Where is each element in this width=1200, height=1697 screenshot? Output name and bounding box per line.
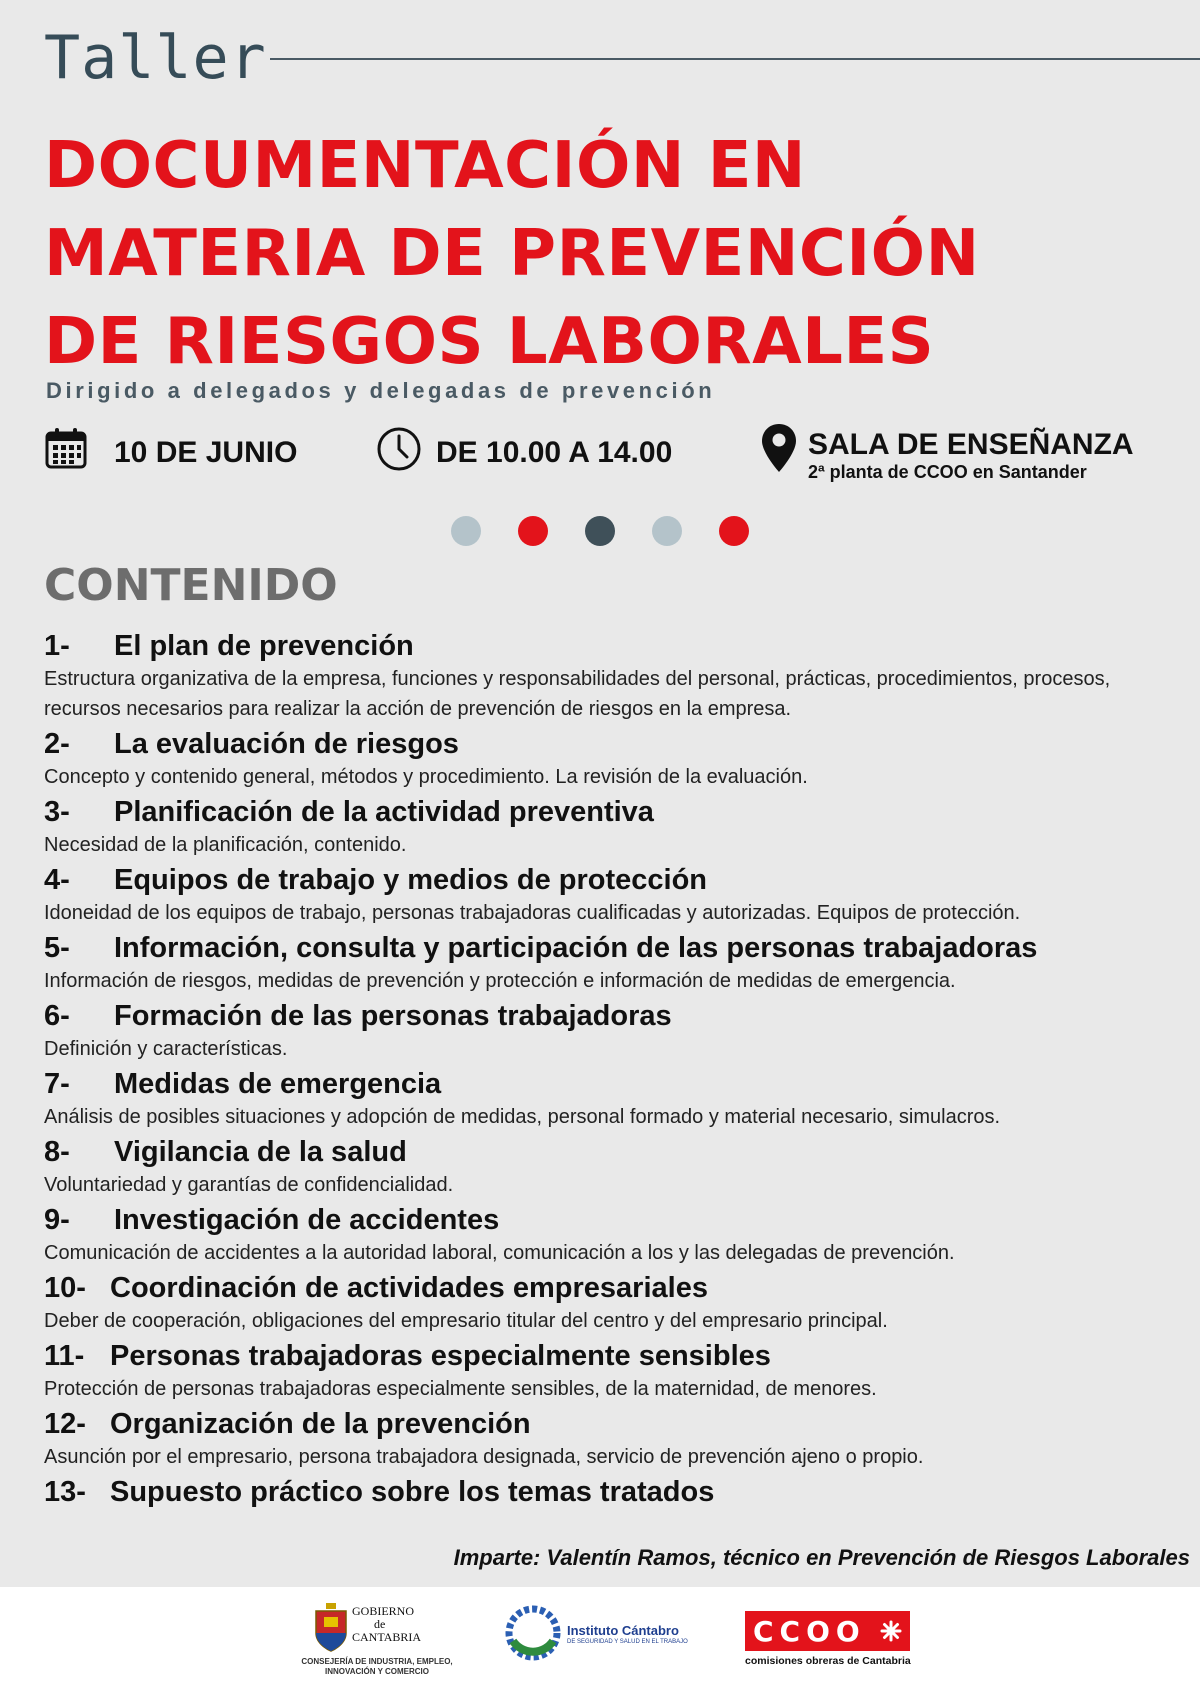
- item-title: Personas trabajadoras especialmente sensibles: [110, 1340, 771, 1372]
- place-text: SALA DE ENSEÑANZA: [808, 428, 1134, 461]
- kicker-label: Taller: [44, 23, 267, 93]
- item-title: Organización de la prevención: [110, 1408, 531, 1440]
- instituto-cantabro-logo: [505, 1605, 688, 1665]
- item-title: Investigación de accidentes: [114, 1204, 500, 1236]
- item-number: 2-: [44, 728, 70, 760]
- contents-heading: CONTENIDO: [44, 560, 338, 611]
- dot: [719, 516, 749, 546]
- item-number: 10-: [44, 1272, 86, 1304]
- list-item: [44, 998, 1184, 1064]
- item-heading: [44, 930, 1184, 966]
- item-heading: [44, 998, 1184, 1034]
- gobierno-cantabria-logo: [292, 1601, 452, 1691]
- dot: [652, 516, 682, 546]
- item-number: 4-: [44, 864, 70, 896]
- item-heading: [44, 1270, 1184, 1306]
- dot: [451, 516, 481, 546]
- item-number: 12-: [44, 1408, 86, 1440]
- calendar-icon: [44, 426, 88, 470]
- clock-icon: [376, 426, 422, 472]
- title-line: DOCUMENTACIÓN EN: [44, 129, 806, 203]
- item-description: Necesidad de la planificación, contenido.: [44, 834, 407, 856]
- list-item: [44, 930, 1184, 996]
- item-title: Medidas de emergencia: [114, 1068, 442, 1100]
- gobierno-subtext: CONSEJERÍA DE INDUSTRIA, EMPLEO, INNOVACIÓN Y COMERCIO: [301, 1657, 453, 1676]
- item-description: Estructura organizativa de la empresa, funciones y responsabilidades del personal, prácticas, procedimientos, procesos, recursos necesarios para realizar la acción de prevención de riesgos en la empresa.: [44, 668, 1111, 720]
- ccoo-subtext: comisiones obreras de Cantabria: [745, 1655, 911, 1667]
- item-description: Concepto y contenido general, métodos y procedimiento. La revisión de la evaluación.: [44, 766, 808, 788]
- ccoo-logo: [745, 1611, 910, 1673]
- place-detail: 2ª planta de CCOO en Santander: [808, 462, 1087, 482]
- item-heading: [44, 726, 1184, 762]
- item-title: Equipos de trabajo y medios de protección: [114, 864, 707, 896]
- gobierno-text: GOBIERNO de CANTABRIA: [352, 1604, 422, 1644]
- item-heading: [44, 1474, 1184, 1510]
- item-number: 13-: [44, 1476, 86, 1508]
- contents-list: [44, 628, 1184, 1512]
- item-number: 3-: [44, 796, 70, 828]
- list-item: [44, 1066, 1184, 1132]
- ccoo-star-icon: [880, 1620, 902, 1642]
- item-heading: [44, 628, 1184, 664]
- item-heading: [44, 862, 1184, 898]
- item-number: 8-: [44, 1136, 70, 1168]
- dot: [518, 516, 548, 546]
- coat-of-arms-icon: [314, 1603, 348, 1653]
- item-title: La evaluación de riesgos: [114, 728, 459, 760]
- item-number: 7-: [44, 1068, 70, 1100]
- item-description: Protección de personas trabajadoras especialmente sensibles, de la maternidad, de menores.: [44, 1378, 877, 1400]
- item-description: Asunción por el empresario, persona trabajadora designada, servicio de prevención ajeno o propio.: [44, 1446, 924, 1468]
- item-description: Definición y características.: [44, 1038, 288, 1060]
- instituto-subtext: DE SEGURIDAD Y SALUD EN EL TRABAJO: [567, 1639, 688, 1645]
- sponsor-logos: [0, 1587, 1200, 1697]
- item-description: Comunicación de accidentes a la autoridad laboral, comunicación a los y las delegadas de prevención.: [44, 1242, 955, 1264]
- list-item: [44, 1202, 1184, 1268]
- title-line: DE RIESGOS LABORALES: [44, 305, 935, 379]
- subtitle: Dirigido a delegados y delegadas de prevención: [46, 378, 716, 403]
- item-title: Formación de las personas trabajadoras: [114, 1000, 672, 1032]
- item-heading: [44, 1066, 1184, 1102]
- date-text: 10 DE JUNIO: [114, 436, 298, 469]
- item-heading: [44, 1338, 1184, 1374]
- list-item: [44, 1270, 1184, 1336]
- list-item: [44, 726, 1184, 792]
- ccoo-word: CCOO: [753, 1615, 866, 1648]
- item-heading: [44, 1406, 1184, 1442]
- instituto-name: Instituto Cántabro: [567, 1623, 679, 1638]
- list-item: [44, 794, 1184, 860]
- list-item: [44, 1338, 1184, 1404]
- title-line: MATERIA DE PREVENCIÓN: [44, 217, 980, 291]
- item-number: 5-: [44, 932, 70, 964]
- list-item: [44, 1406, 1184, 1472]
- ccoo-bar: [745, 1611, 910, 1651]
- item-description: Información de riesgos, medidas de prevención y protección e información de medidas de emergencia.: [44, 970, 956, 992]
- item-number: 9-: [44, 1204, 70, 1236]
- item-description: Voluntariedad y garantías de confidencialidad.: [44, 1174, 454, 1196]
- list-item: [44, 1474, 1184, 1510]
- item-title: Vigilancia de la salud: [114, 1136, 407, 1168]
- list-item: [44, 862, 1184, 928]
- header-rule: [270, 58, 1200, 60]
- item-heading: [44, 794, 1184, 830]
- item-title: Información, consulta y participación de las personas trabajadoras: [114, 932, 1038, 964]
- item-number: 1-: [44, 630, 70, 662]
- item-number: 11-: [44, 1340, 85, 1372]
- instructor-credit: Imparte: Valentín Ramos, técnico en Prevención de Riesgos Laborales: [453, 1545, 1190, 1570]
- item-description: Análisis de posibles situaciones y adopción de medidas, personal formado y material necesario, simulacros.: [44, 1106, 1001, 1128]
- item-title: El plan de prevención: [114, 630, 414, 662]
- page-title: [44, 122, 1174, 386]
- item-description: Idoneidad de los equipos de trabajo, personas trabajadoras cualificadas y autorizadas. Equipos de protección.: [44, 902, 1021, 924]
- instituto-emblem-icon: [505, 1605, 561, 1661]
- item-title: Planificación de la actividad preventiva: [114, 796, 654, 828]
- item-number: 6-: [44, 1000, 70, 1032]
- item-title: Coordinación de actividades empresariales: [110, 1272, 708, 1304]
- item-description: Deber de cooperación, obligaciones del empresario titular del centro y del empresario principal.: [44, 1310, 888, 1332]
- map-pin-icon: [760, 422, 798, 474]
- time-text: DE 10.00 A 14.00: [436, 436, 673, 469]
- list-item: [44, 628, 1184, 724]
- item-heading: [44, 1202, 1184, 1238]
- item-heading: [44, 1134, 1184, 1170]
- list-item: [44, 1134, 1184, 1200]
- item-title: Supuesto práctico sobre los temas tratados: [110, 1476, 715, 1508]
- header-row: [44, 18, 1200, 98]
- decorative-dots: [451, 516, 751, 546]
- dot: [585, 516, 615, 546]
